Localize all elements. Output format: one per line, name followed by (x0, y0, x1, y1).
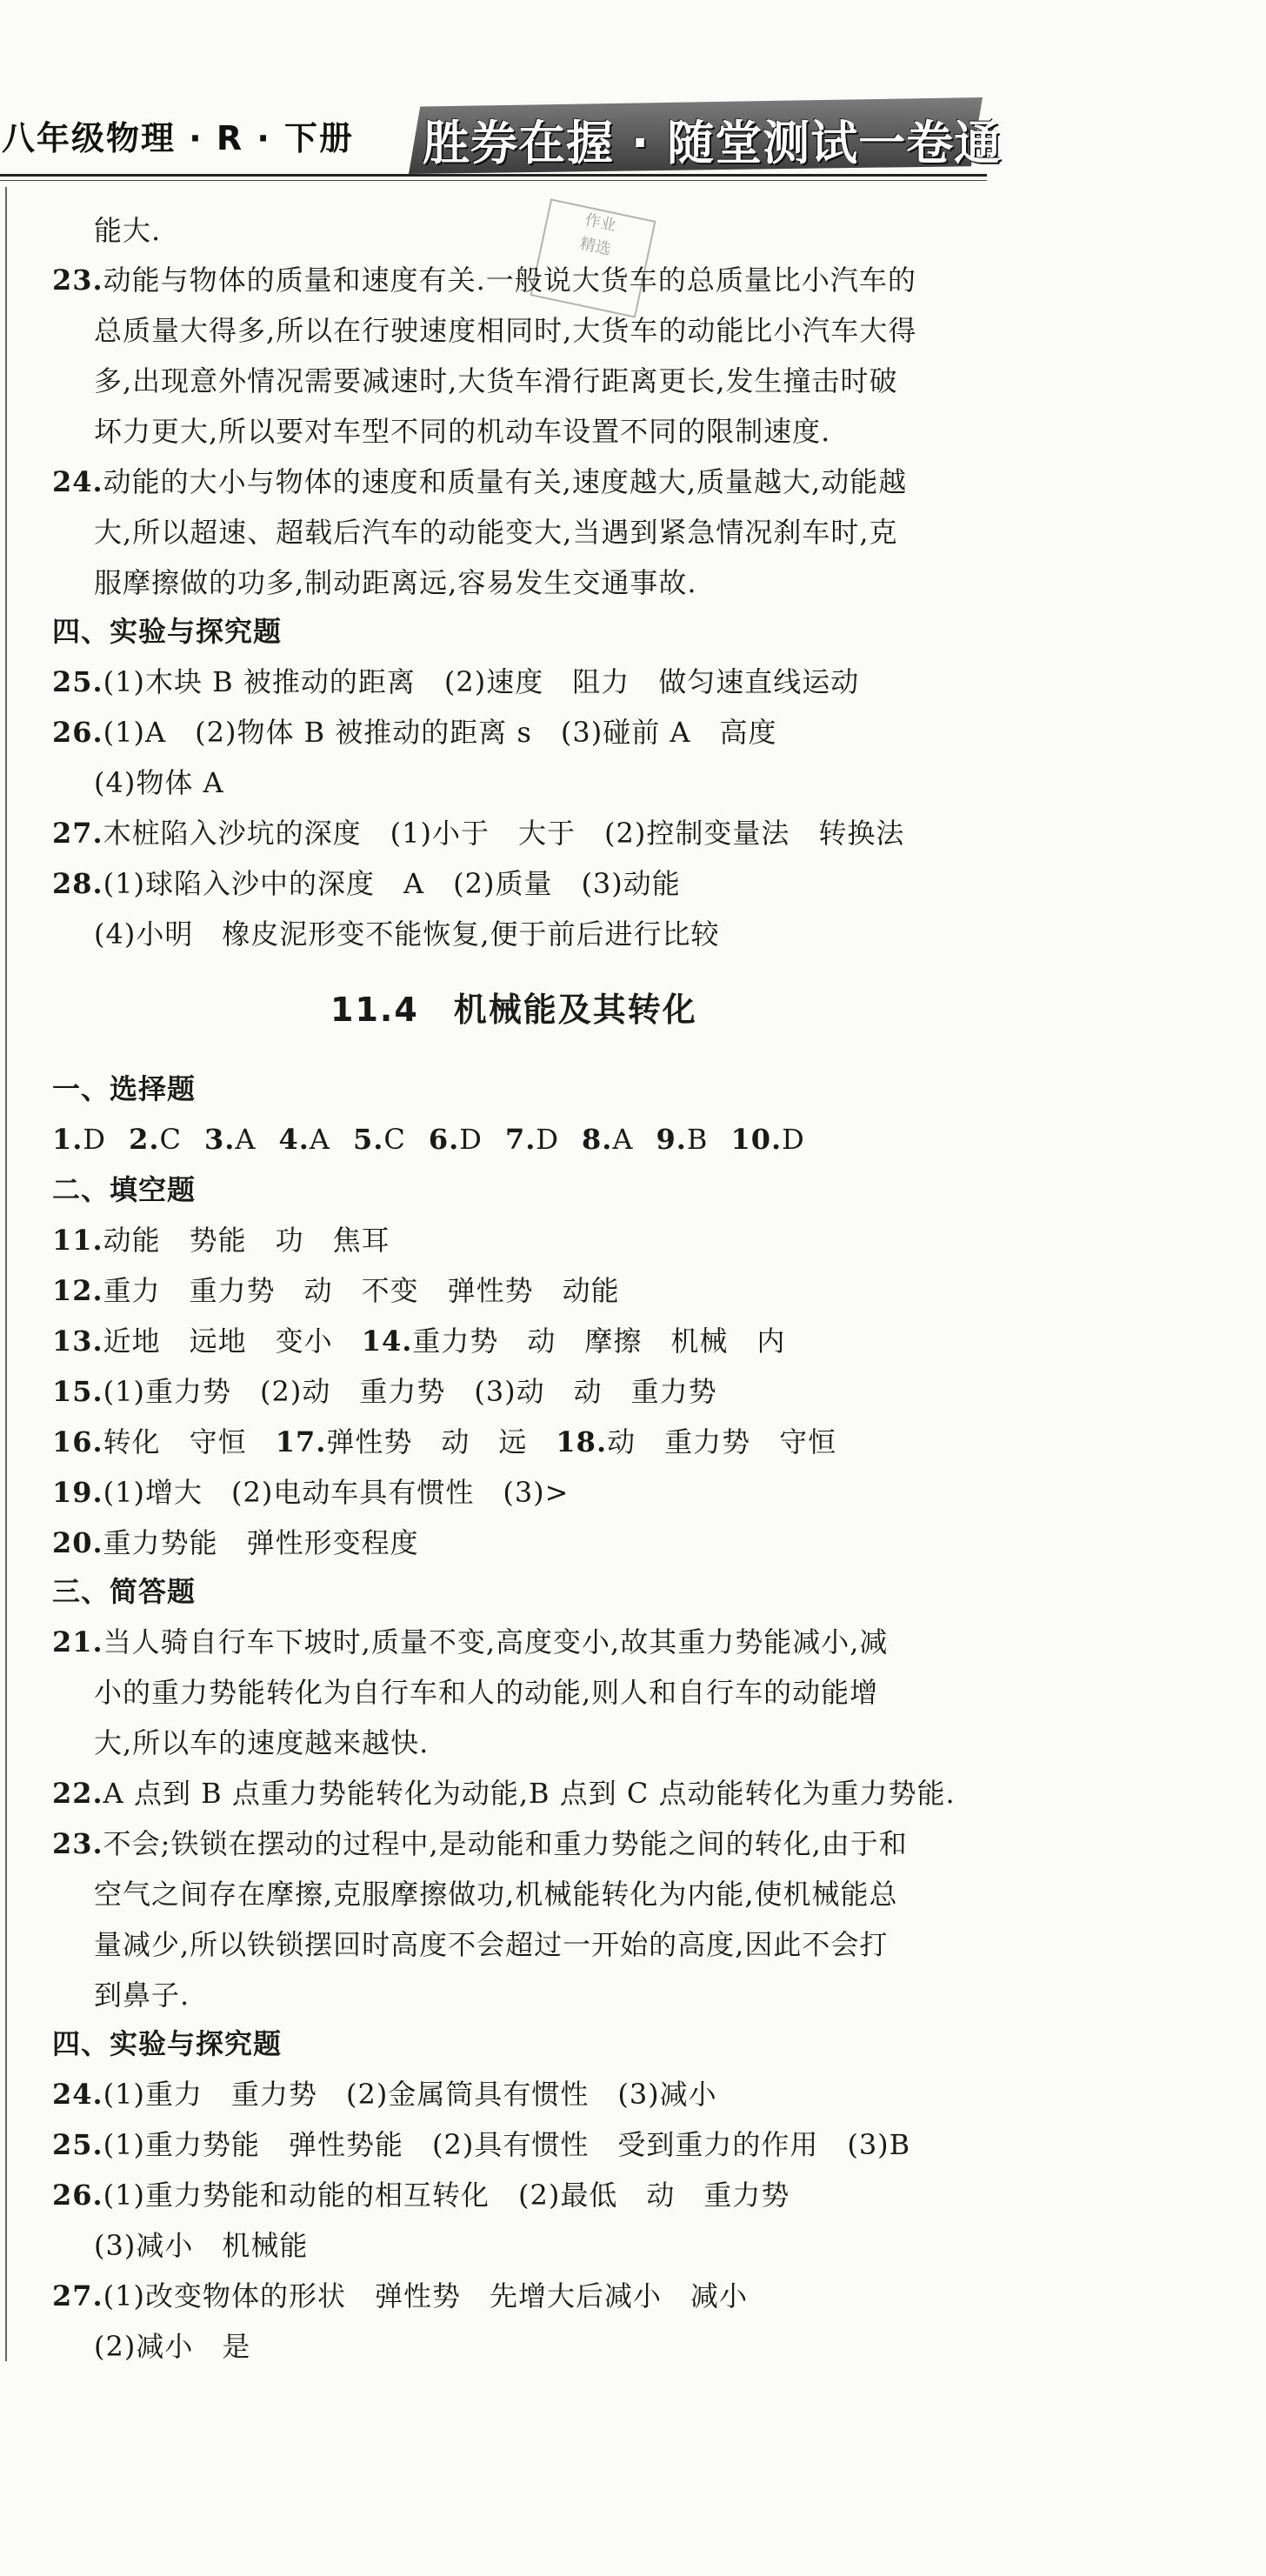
answer-line: 能大. (94, 214, 162, 247)
answer-23b-line-3: 量减少,所以铁锁摆回时高度不会超过一开始的高度,因此不会打 (94, 1928, 889, 1961)
answer-26-line-1: 26.(1)A (2)物体 B 被推动的距离 s (3)碰前 A 高度 (52, 716, 777, 749)
answer-23-line-1: 23.动能与物体的质量和速度有关.一般说大货车的总质量比小汽车的 (52, 264, 916, 297)
choice-answer: 2.C (129, 1123, 182, 1156)
section-heading-short-answer: 三、简答题 (52, 1575, 197, 1608)
answer-26-line-2: (4)物体 A (94, 766, 224, 799)
answer-25b: 25.(1)重力势能 弹性势能 (2)具有惯性 受到重力的作用 (3)B (52, 2128, 911, 2161)
choice-answer: 4.A (278, 1123, 330, 1156)
answer-23-line-4: 坏力更大,所以要对车型不同的机动车设置不同的限制速度. (94, 415, 831, 448)
answer-28-line-1: 28.(1)球陷入沙中的深度 A (2)质量 (3)动能 (52, 867, 681, 900)
header-course-label: 八年级物理 · R · 下册 (2, 119, 355, 157)
answer-27: 27.木桩陷入沙坑的深度 (1)小于 大于 (2)控制变量法 转换法 (52, 817, 905, 850)
answer-25: 25.(1)木块 B 被推动的距离 (2)速度 阻力 做匀速直线运动 (52, 665, 860, 698)
answer-20: 20.重力势能 弹性形变程度 (52, 1526, 419, 1559)
choice-answer: 10.D (730, 1123, 805, 1156)
answer-11: 11.动能 势能 功 焦耳 (52, 1224, 390, 1257)
choice-answer: 1.D (52, 1123, 107, 1156)
answer-27b-line-2: (2)减小 是 (94, 2330, 251, 2363)
choice-answers-row (52, 1122, 828, 1157)
answer-24-line-1: 24.动能的大小与物体的速度和质量有关,速度越大,质量越大,动能越 (52, 465, 908, 498)
choice-answer: 8.A (582, 1123, 634, 1156)
answer-26b-line-1: 26.(1)重力势能和动能的相互转化 (2)最低 动 重力势 (52, 2179, 790, 2212)
answer-23-line-2: 总质量大得多,所以在行驶速度相同时,大货车的动能比小汽车大得 (94, 314, 917, 347)
section-heading-experiment-2: 四、实验与探究题 (52, 2027, 283, 2060)
section-heading-fill: 二、填空题 (52, 1173, 197, 1206)
answer-15: 15.(1)重力势 (2)动 重力势 (3)动 动 重力势 (52, 1375, 717, 1408)
choice-answer: 7.D (504, 1123, 559, 1156)
answer-16-18: 16.转化 守恒 17.弹性势 动 远 18.动 重力势 守恒 (52, 1425, 837, 1458)
answer-24b: 24.(1)重力 重力势 (2)金属筒具有惯性 (3)减小 (52, 2078, 717, 2111)
choice-answer: 6.D (428, 1123, 483, 1156)
choice-answer: 9.B (656, 1123, 709, 1156)
section-heading-experiment: 四、实验与探究题 (52, 615, 283, 648)
choice-answer: 5.C (352, 1123, 406, 1156)
answer-28-line-2: (4)小明 橡皮泥形变不能恢复,便于前后进行比较 (94, 918, 720, 951)
answer-21-line-3: 大,所以车的速度越来越快. (94, 1726, 430, 1759)
stamp-watermark: 作业 精选 (530, 198, 656, 317)
answer-22: 22.A 点到 B 点重力势能转化为动能,B 点到 C 点动能转化为重力势能. (52, 1777, 956, 1810)
answer-13-14: 13.近地 远地 变小 14.重力势 动 摩擦 机械 内 (52, 1325, 786, 1358)
answer-23-line-3: 多,出现意外情况需要减速时,大货车滑行距离更长,发生撞击时破 (94, 364, 898, 397)
section-heading-choice: 一、选择题 (52, 1072, 197, 1105)
section-title: 11.4 机械能及其转化 (330, 991, 697, 1029)
answer-23b-line-1: 23.不会;铁锁在摆动的过程中,是动能和重力势能之间的转化,由于和 (52, 1827, 908, 1860)
answer-23b-line-2: 空气之间存在摩擦,克服摩擦做功,机械能转化为内能,使机械能总 (94, 1878, 898, 1911)
answer-21-line-1: 21.当人骑自行车下坡时,质量不变,高度变小,故其重力势能减小,减 (52, 1625, 889, 1658)
answer-19: 19.(1)增大 (2)电动车具有惯性 (3)> (52, 1476, 570, 1509)
answer-26b-line-2: (3)减小 机械能 (94, 2229, 309, 2262)
answer-24-line-3: 服摩擦做的功多,制动距离远,容易发生交通事故. (94, 566, 697, 599)
answer-12: 12.重力 重力势 动 不变 弹性势 动能 (52, 1274, 620, 1307)
header-divider (0, 174, 987, 177)
answer-23b-line-4: 到鼻子. (94, 1979, 190, 2012)
header-divider-thin (0, 180, 987, 181)
answer-24-line-2: 大,所以超速、超载后汽车的动能变大,当遇到紧急情况刹车时,克 (94, 516, 898, 549)
left-margin-rule (5, 187, 7, 2361)
choice-answer: 3.A (203, 1123, 257, 1156)
answer-27b-line-1: 27.(1)改变物体的形状 弹性势 先增大后减小 减小 (52, 2279, 749, 2312)
header-banner-title: 胜券在握 · 随堂测试一卷通 (423, 116, 1003, 170)
answer-21-line-2: 小的重力势能转化为自行车和人的动能,则人和自行车的动能增 (94, 1676, 879, 1709)
